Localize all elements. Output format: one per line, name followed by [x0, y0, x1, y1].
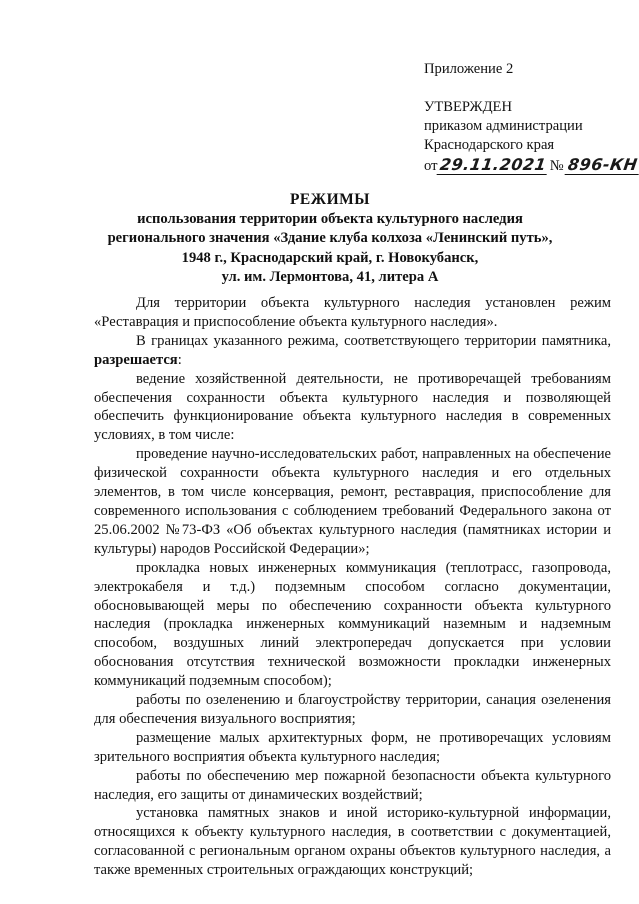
permitted-intro-colon: : [177, 351, 182, 368]
title-line-2: регионального значения «Здание клуба колхоза «Ленинский путь», [107, 230, 553, 246]
title-line-4: ул. им. Лермонтова, 41, литера А [221, 269, 439, 285]
paragraph-permitted-intro [94, 332, 611, 370]
from-label: от [424, 158, 438, 174]
paragraph-landscaping: работы по озеленению и благоустройству территории, санация озеленения для обеспечения визуального восприятия; [94, 692, 611, 727]
approval-order-line: приказом администрации [424, 118, 583, 134]
paragraph-fire-safety: работы по обеспечению мер пожарной безопасности объекта культурного наследия, его защиты от динамических воздействий; [94, 767, 611, 803]
document-title [90, 190, 570, 288]
paragraph-economic-activity: ведение хозяйственной деятельности, не противоречащей требованиям обеспечения сохранности объекта культурного наследия и позволяющей обеспечить функционирование объекта культурного наследия в современных условиях, в том числе: [94, 370, 611, 444]
handwritten-date: 29.11.2021 [437, 155, 550, 175]
approved-label: УТВЕРЖДЕН [424, 99, 512, 115]
title-heading: РЕЖИМЫ [289, 191, 371, 208]
permitted-keyword: разрешается [94, 351, 178, 368]
paragraph-regime: Для территории объекта культурного наследия установлен режим «Реставрация и приспособление объекта культурного наследия». [94, 295, 611, 330]
document-body [94, 294, 611, 880]
handwritten-number: 896-КН [564, 155, 639, 175]
approval-date-number-line [424, 155, 639, 176]
paragraph-utilities: прокладка новых инженерных коммуникация (теплотрасс, газопровода, электрокабеля и т.д.) подземным способом согласно документации, обосновывающей меры по обеспечению сохранности объекта культурного наследия (прокладка инженерных коммуникаций наземным и надземным способом, воздушных линий электропередач допускается при условии обоснования отсутствия технической возможности прокладки инженерных коммуникаций подземным способом); [94, 559, 611, 690]
number-label: № [549, 158, 564, 174]
appendix-label: Приложение 2 [424, 61, 514, 77]
paragraph-research-works: проведение научно-исследовательских работ, направленных на обеспечение физической сохранности объекта культурного наследия и его отдельных элементов, в том числе консервация, ремонт, реставрация, приспособление для современного использования с соблюдением требований Федерального закона от 25.06.2002 №73-ФЗ «Об объектах культурного наследия (памятниках истории и культуры) народов Российской Федерации»; [94, 446, 611, 557]
approval-authority-line: Краснодарского края [424, 137, 555, 153]
permitted-intro-text: В границах указанного режима, соответствующего территории памятника, [136, 332, 611, 349]
title-line-1: использования территории объекта культурного наследия [137, 210, 523, 227]
paragraph-memorial-signs: установка памятных знаков и иной историко-культурной информации, относящихся к объекту культурного наследия, в соответствии с документацией, согласованной с региональным органом охраны объектов культурного наследия, а также временных строительных ограждающих конструкций; [94, 805, 611, 879]
approval-stamp-block [424, 60, 639, 176]
title-line-3: 1948 г., Краснодарский край, г. Новокубанск, [181, 249, 479, 266]
paragraph-small-forms: размещение малых архитектурных форм, не противоречащих условиям зрительного восприятия объекта культурного наследия; [94, 729, 611, 765]
